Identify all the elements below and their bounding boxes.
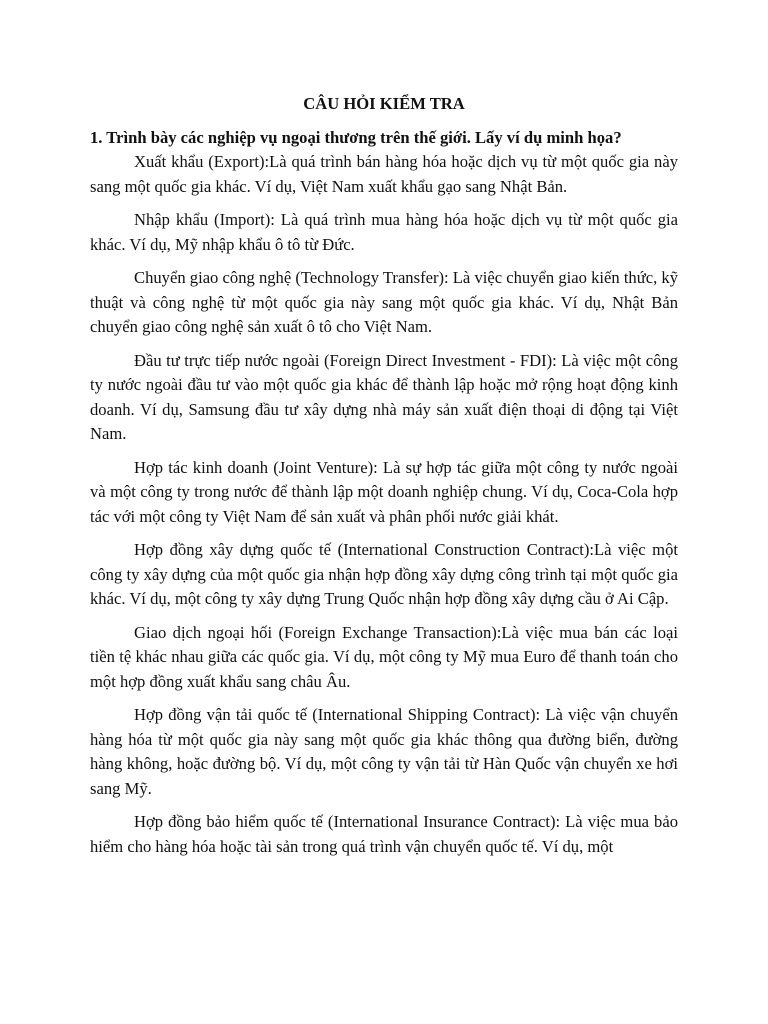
paragraph-joint-venture: Hợp tác kinh doanh (Joint Venture): Là sự hợp tác giữa một công ty nước ngoài và một công ty trong nước để thành lập một doanh nghiệp chung. Ví dụ, Coca-Cola hợp tác với một công ty Việt Nam để sản xuất và phân phối nước giải khát. <box>90 457 678 526</box>
paragraph-import: Nhập khẩu (Import): Là quá trình mua hàng hóa hoặc dịch vụ từ một quốc gia khác. Ví dụ, Mỹ nhập khẩu ô tô từ Đức. <box>90 210 678 254</box>
document-title: CÂU HỎI KIỂM TRA <box>303 94 465 113</box>
paragraph-construction-contract: Hợp đồng xây dựng quốc tế (International Construction Contract):Là việc một công ty xây dựng của một quốc gia nhận hợp đồng xây dựng công trình tại một quốc gia khác. Ví dụ, một công ty xây dựng Trung Quốc nhận hợp đồng xây dựng cầu ở Ai Cập. <box>90 540 678 608</box>
paragraph-foreign-exchange: Giao dịch ngoại hối (Foreign Exchange Transaction):Là việc mua bán các loại tiền tệ khác nhau giữa các quốc gia. Ví dụ, một công ty Mỹ mua Euro để thanh toán cho một hợp đồng xuất khẩu sang châu Âu. <box>90 622 678 691</box>
paragraph-shipping-contract: Hợp đồng vận tải quốc tế (International Shipping Contract): Là việc vận chuyển hàng hóa từ một quốc gia này sang một quốc gia khác thông qua đường biển, đường hàng không, hoặc đường bộ. Ví dụ, một công ty vận tải từ Hàn Quốc vận chuyển xe hơi sang Mỹ. <box>90 705 678 798</box>
document-page <box>90 92 678 868</box>
paragraph-fdi: Đầu tư trực tiếp nước ngoài (Foreign Direct Investment - FDI): Là việc một công ty nước ngoài đầu tư vào một quốc gia khác để thành lập hoặc mở rộng hoạt động kinh doanh. Ví dụ, Samsung đầu tư xây dựng nhà máy sản xuất điện thoại di động tại Việt Nam. <box>90 350 678 443</box>
paragraph-technology-transfer: Chuyển giao công nghệ (Technology Transfer): Là việc chuyển giao kiến thức, kỹ thuật và công nghệ từ một quốc gia này sang một quốc gia khác. Ví dụ, Nhật Bản chuyển giao công nghệ sản xuất ô tô cho Việt Nam. <box>90 268 678 336</box>
paragraph-export: Xuất khẩu (Export):Là quá trình bán hàng hóa hoặc dịch vụ từ một quốc gia này sang một quốc gia khác. Ví dụ, Việt Nam xuất khẩu gạo sang Nhật Bản. <box>90 152 678 196</box>
paragraph-insurance-contract: Hợp đồng bảo hiểm quốc tế (International Insurance Contract): Là việc mua bảo hiểm cho hàng hóa hoặc tài sản trong quá trình vận chuyển quốc tế. Ví dụ, một <box>90 812 678 856</box>
question-heading: 1. Trình bày các nghiệp vụ ngoại thương trên thế giới. Lấy ví dụ minh họa? <box>90 127 622 147</box>
